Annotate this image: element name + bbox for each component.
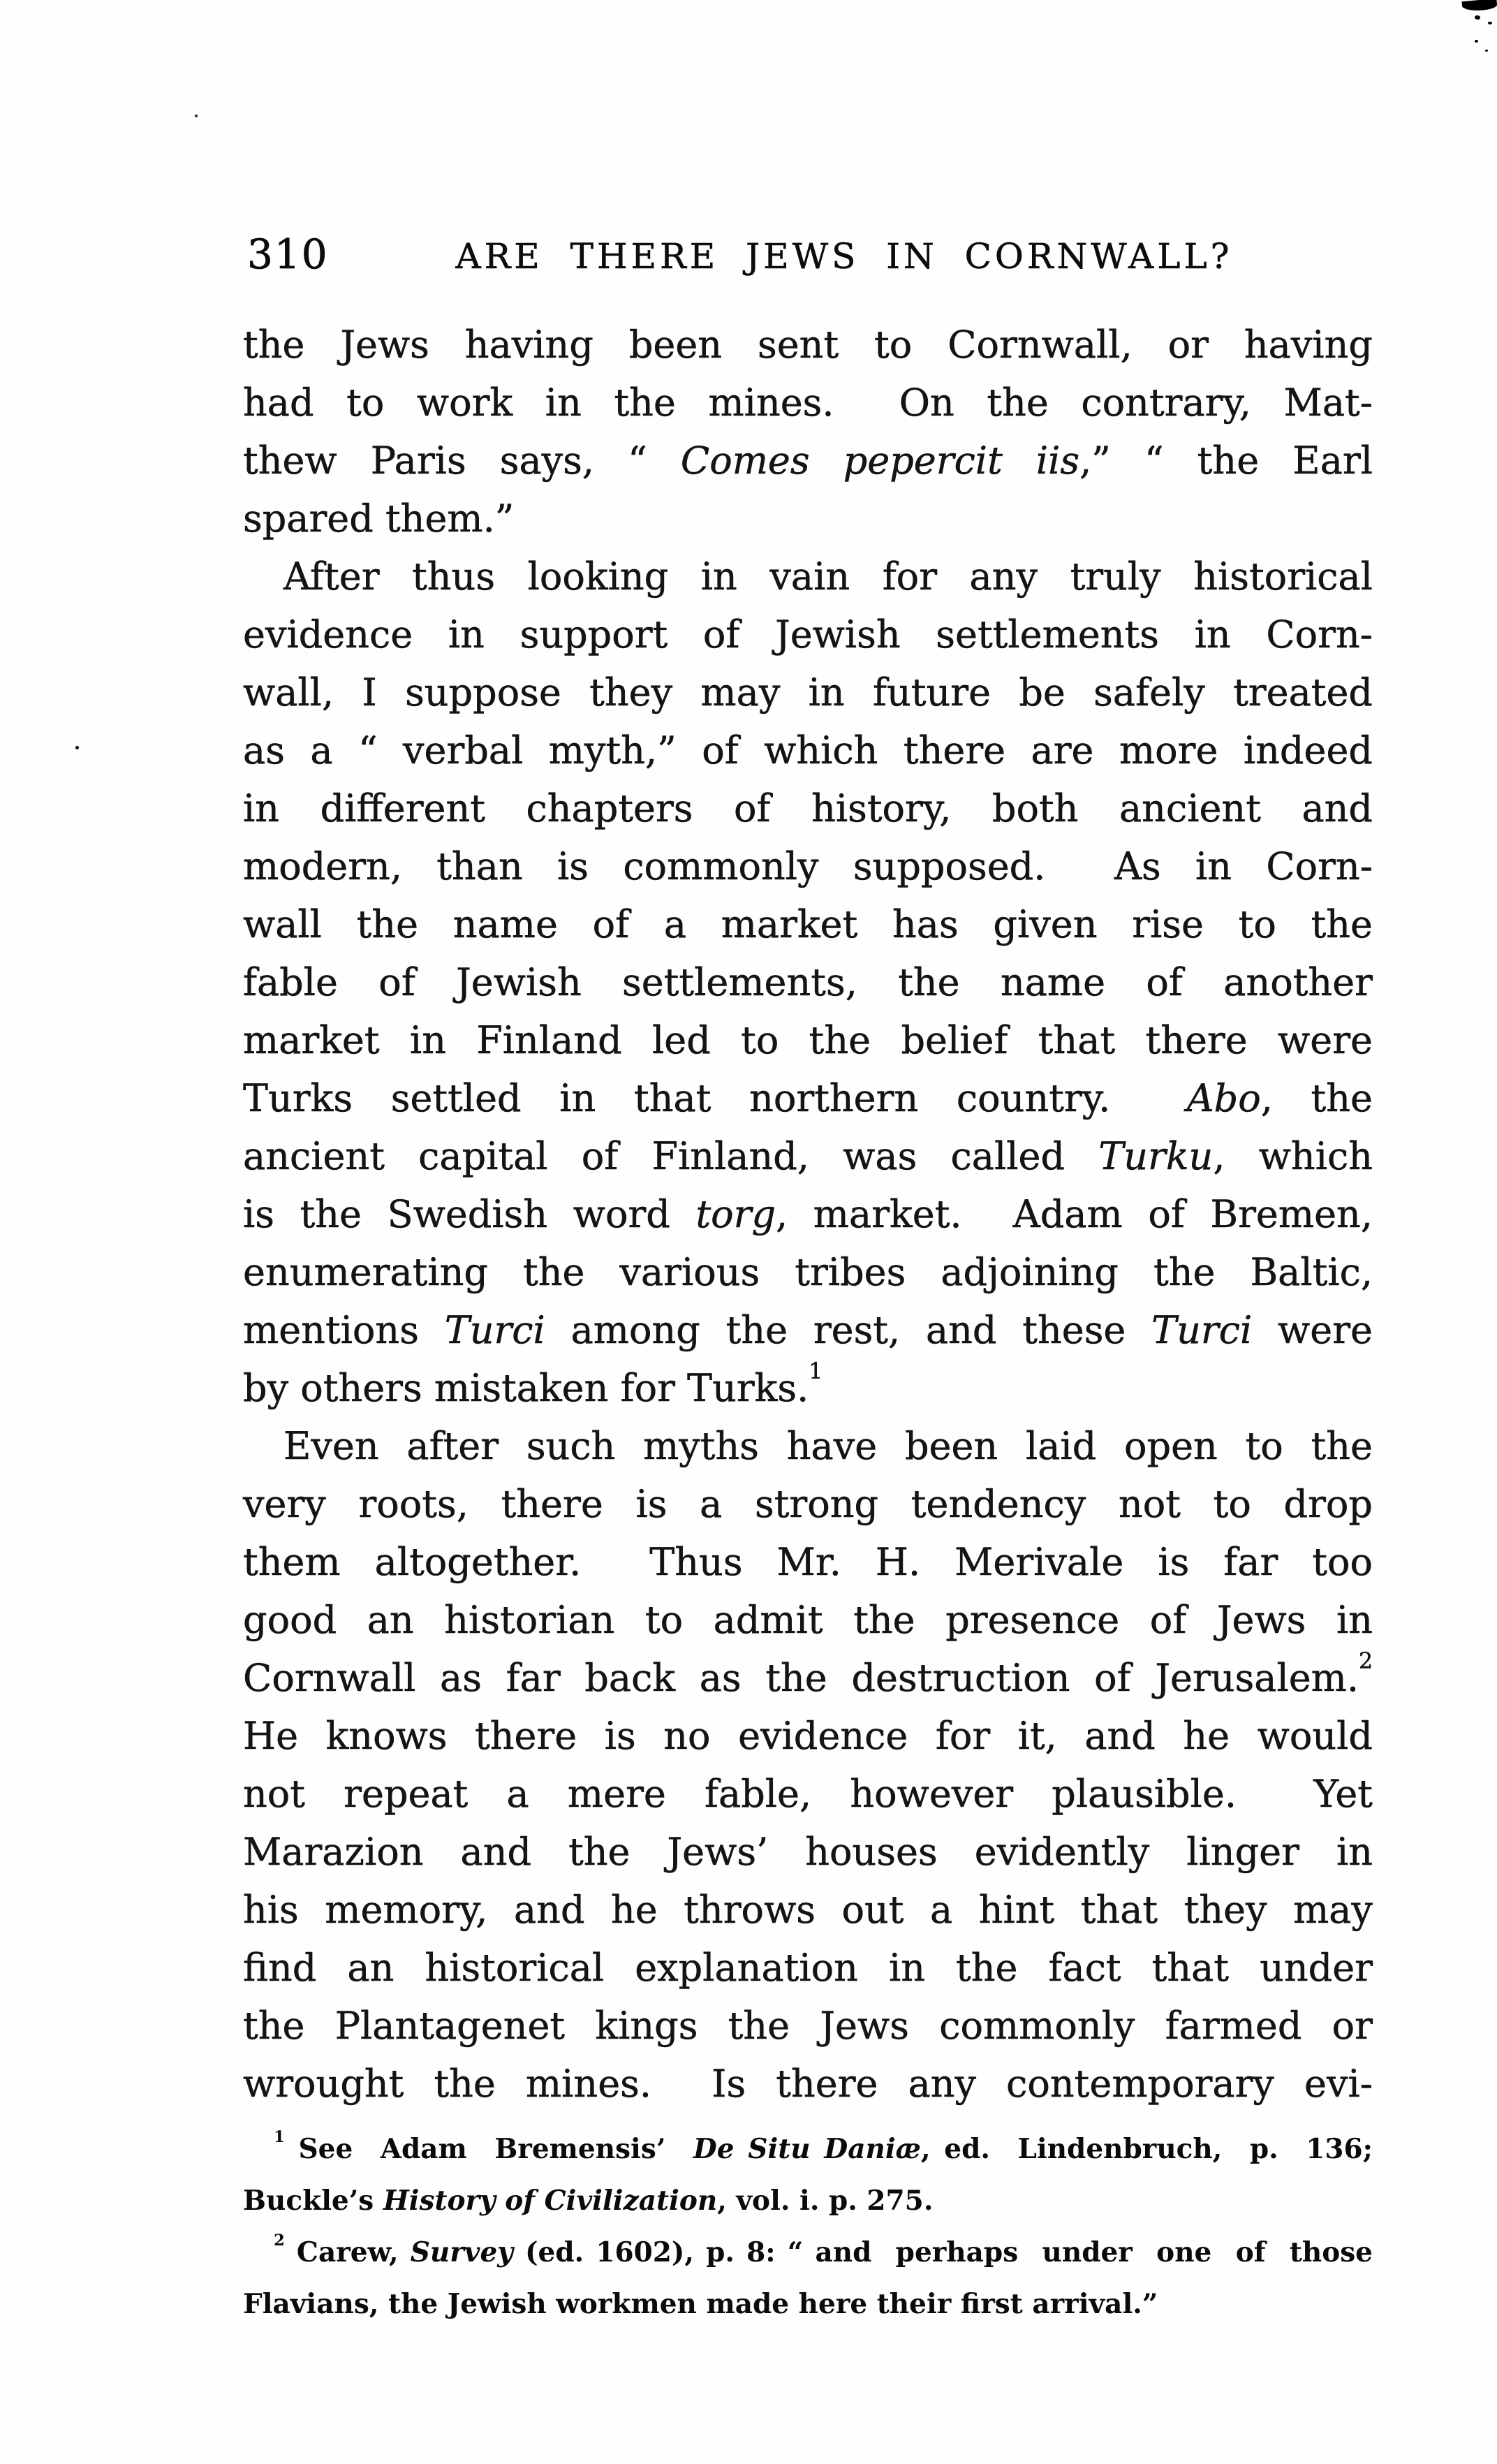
text-line: modern, than is commonly supposed. As in Corn- — [243, 844, 1373, 888]
text-line: ancient capital of Finland, was called Turku, which — [243, 1134, 1373, 1178]
text-line: the Jews having been sent to Cornwall, or having — [243, 323, 1373, 367]
body-text — [243, 316, 1373, 2113]
ink-speck — [75, 746, 79, 749]
text-line: is the Swedish word torg, market. Adam of Bremen, — [243, 1192, 1373, 1236]
text-line: Even after such myths have been laid open to the — [283, 1424, 1373, 1468]
text-line: in different chapters of history, both ancient and — [243, 786, 1373, 830]
text-line: $^1$ See Adam Bremensis’ De Situ Daniæ, ed. Lindenbruch, p. 136; — [274, 2127, 1373, 2165]
text-line: good an historian to admit the presence of Jews in — [243, 1598, 1373, 1642]
text-line: find an historical explanation in the fact that under — [243, 1946, 1373, 1990]
running-head: ARE THERE JEWS IN CORNWALL? — [455, 236, 1233, 277]
text-line: as a “ verbal myth,” of which there are more indeed — [243, 728, 1373, 772]
text-line: not repeat a mere fable, however plausible. Yet — [243, 1772, 1373, 1816]
text-line: market in Finland led to the belief that there were — [243, 1018, 1373, 1062]
text-line: Buckle’s History of Civilization, vol. i. p. 275. — [243, 2185, 934, 2217]
text-line: wall, I suppose they may in future be safely treated — [243, 670, 1373, 714]
text-line: very roots, there is a strong tendency not to drop — [243, 1482, 1373, 1526]
text-line: Flavians, the Jewish workmen made here their first arrival.” — [243, 2288, 1158, 2320]
text-line: Turks settled in that northern country. Abo, the — [243, 1076, 1373, 1120]
ink-blob-artifact — [1461, 0, 1497, 12]
text-line: them altogether. Thus Mr. H. Merivale is far too — [243, 1540, 1373, 1584]
text-line: his memory, and he throws out a hint that they may — [243, 1888, 1373, 1932]
page-header — [243, 230, 1373, 286]
text-line: evidence in support of Jewish settlements in Corn- — [243, 613, 1373, 657]
text-line: spared them.” — [243, 497, 515, 541]
ink-speck — [1474, 15, 1481, 20]
text-line: He knows there is no evidence for it, and he would — [243, 1714, 1373, 1758]
ink-speck — [1488, 22, 1492, 24]
text-line: enumerating the various tribes adjoining the Baltic, — [243, 1250, 1373, 1294]
text-line: After thus looking in vain for any truly historical — [283, 555, 1373, 599]
text-line: Marazion and the Jews’ houses evidently linger in — [243, 1830, 1373, 1874]
text-line: Cornwall as far back as the destruction of Jerusalem.$^2$ — [243, 1648, 1373, 1700]
text-line: by others mistaken for Turks.$^1$ — [243, 1358, 823, 1410]
text-line: had to work in the mines. On the contrary, Mat- — [243, 381, 1373, 425]
ink-speck — [1485, 50, 1488, 52]
text-line: thew Paris says, “ Comes pepercit iis,” “ the Earl — [243, 439, 1373, 483]
text-line: $^2$ Carew, Survey (ed. 1602), p. 8: “ and perhaps under one of those — [274, 2231, 1373, 2268]
ink-speck — [195, 115, 198, 117]
text-line: fable of Jewish settlements, the name of another — [243, 960, 1373, 1004]
text-line: the Plantagenet kings the Jews commonly farmed or — [243, 2004, 1373, 2048]
page-number: 310 — [247, 230, 329, 278]
text-line: wrought the mines. Is there any contemporary evi- — [243, 2062, 1373, 2106]
text-line: mentions Turci among the rest, and these Turci were — [243, 1308, 1373, 1352]
text-line: wall the name of a market has given rise to the — [243, 902, 1373, 946]
ink-speck — [1475, 40, 1478, 43]
footnotes — [243, 2123, 1373, 2330]
